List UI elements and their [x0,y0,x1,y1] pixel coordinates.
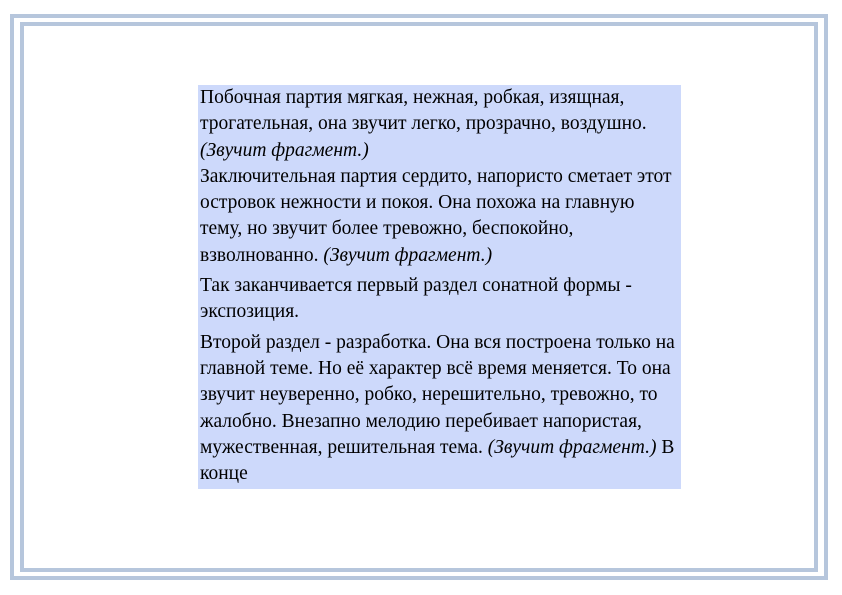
slide-text-box [198,85,681,489]
paragraph-tail: В конце [200,436,675,485]
paragraph-italic-note: (Звучит фрагмент.) [200,139,369,161]
paragraph-closing-theme [200,164,681,269]
paragraph-secondary-theme [200,85,681,164]
paragraph-text: Так заканчивается первый раздел сонатной формы - экспозиция. [200,275,632,323]
paragraph-italic-note: (Звучит фрагмент.) [323,244,493,266]
paragraph-exposition [200,273,681,326]
paragraph-italic-note: (Звучит фрагмент.) [487,436,657,458]
paragraph-text: Побочная партия мягкая, нежная, робкая, изящная, трогательная, она звучит легко, прозрачно, воздушно. [200,87,647,135]
paragraph-development [200,330,681,488]
paragraph-text: Второй раздел - разработка. Она вся построена только на главной теме. Но её характер всё время меняется. То она звучит неуверенно, робко, нерешительно, тревожно, то жалобно. Внезапно мелодию перебивает напористая, мужественная, решительная тема. [200,331,675,458]
paragraph-text: Заключительная партия сердито, напористо сметает этот островок нежности и покоя. Она похожа на главную тему, но звучит более тревожно, беспокойно, взволнованно. [200,165,672,266]
